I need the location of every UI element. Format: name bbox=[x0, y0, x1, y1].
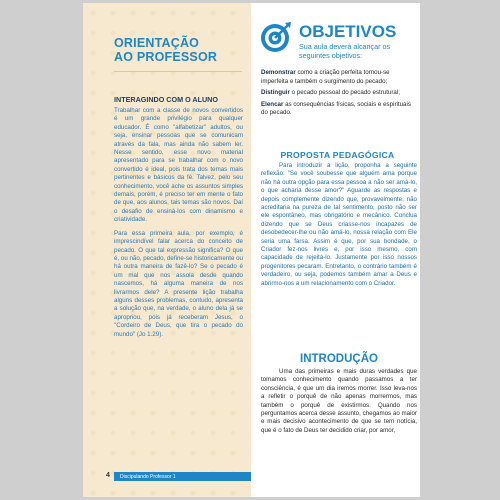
interacting-box bbox=[114, 95, 243, 344]
objectives-list bbox=[261, 69, 417, 121]
box-heading: INTERAGINDO COM O ALUNO bbox=[114, 95, 218, 104]
page-number: 4 bbox=[106, 472, 110, 479]
content-column bbox=[255, 3, 420, 497]
introduction-text: Uma das primeiras e mais duras verdades que tomamos conhecimento quando passamos a ter consciência, é que um dia iremos morrer. Isso leva-nos a refletir o porquê de não apenas morrermos, mas também o porquê de existirmos. Quando nos perguntamos acerca desse assunto, chegamos ao maior e mais decisivo acontecimento de que se tem notícia, que é o fato de Deus ter decidido criar, por amor, bbox=[261, 368, 417, 434]
teacher-guidance-title: ORIENTAÇÃO AO PROFESSOR bbox=[114, 36, 218, 64]
pedagogical-proposal-text: Para introduzir a lição, proponha a seguinte reflexão: "Se você soubesse que alguém ama porque não há outra opção para essa pessoa a não ser amá-lo, o que acharia desse amor?" Aguarde as respostas e depois complemente dizendo que, provavelmente, não acreditaria na pureza de tal sentimento, posto não ser ele espontâneo, mas obrigatório e mecânico. Conclua dizendo que se Deus criasse-nos incapazes de desobedecer-lhe ou não amá-lo, nossa relação com Ele seria uma farsa. Assim é que, por sua bondade, o Criador fez-nos livres e, por isso mesmo, com capacidade de rejeitá-lo. Justamente por isso nossos progenitores pecaram. Entretanto, o contrário também é verdadeiro, ou seja, podemos também amar a Deus e abrirmo-nos a um relacionamento com o Criador. bbox=[261, 162, 417, 287]
objective-item: Elencar as consequências físicas, sociais e espirituais do pecado. bbox=[261, 100, 411, 117]
divider bbox=[114, 71, 242, 72]
objectives-subtitle: Sua aula deverá alcançar os seguintes objetivos: bbox=[299, 42, 391, 60]
pedagogical-proposal-title: PROPOSTA PEDAGÓGICA bbox=[280, 150, 395, 160]
page-footer bbox=[83, 471, 420, 483]
objective-item: Demonstrar como a criação perfeita tornou-se imperfeita e também o surgimento do pecado; bbox=[261, 69, 390, 85]
document-page bbox=[83, 3, 420, 497]
objectives-title: OBJETIVOS bbox=[299, 22, 397, 41]
teacher-guidance-column bbox=[83, 3, 251, 497]
footer-label: Discipulando Professor 1 bbox=[120, 473, 176, 480]
target-arrow-icon bbox=[259, 20, 293, 54]
box-paragraph-1: Trabalhar com a classe de novos convertidos é um grande privilégio para qualquer educador. É como "alfabetizar" adultos, ou seja, ensinar pessoas que se comunicam através da fala, mas ainda não sabem ler. Nesse sentido, esse novo material apresentado para se trabalhar com o novo convertido é ideal, pois trata dos temas mais pertinentes e básicos da fé. Talvez, pelo seu conhecimento, você ache os assuntos simples demais, porém, é preciso ter em mente o fato de que, aos alunos, tais temas são novos. Daí o desafio de ensiná-los com dinamismo e criatividade. bbox=[114, 107, 243, 224]
footer-bar bbox=[114, 472, 251, 481]
box-paragraph-2: Para essa primeira aula, por exemplo, é imprescindível falar acerca do conceito de pecado. O que tal expressão significa? O que é, ou não, pecado, define-se historicamente ou há outra maneira de fazê-lo? Se o pecado é um mal que nos assola desde quando nascemos, há alguma maneira de nos livrarmos dele? A presente lição trabalha alguns desses problemas, contudo, apresenta a solução que, na verdade, o aluno dela já se apropriou, pois já receberam Jesus, o "Cordeiro de Deus, que tira o pecado do mundo" (Jo 1.29). bbox=[114, 229, 243, 338]
introduction-title: INTRODUÇÃO bbox=[300, 353, 378, 365]
objective-item: Distinguir o pecado pessoal do pecado estrutural; bbox=[261, 89, 400, 97]
